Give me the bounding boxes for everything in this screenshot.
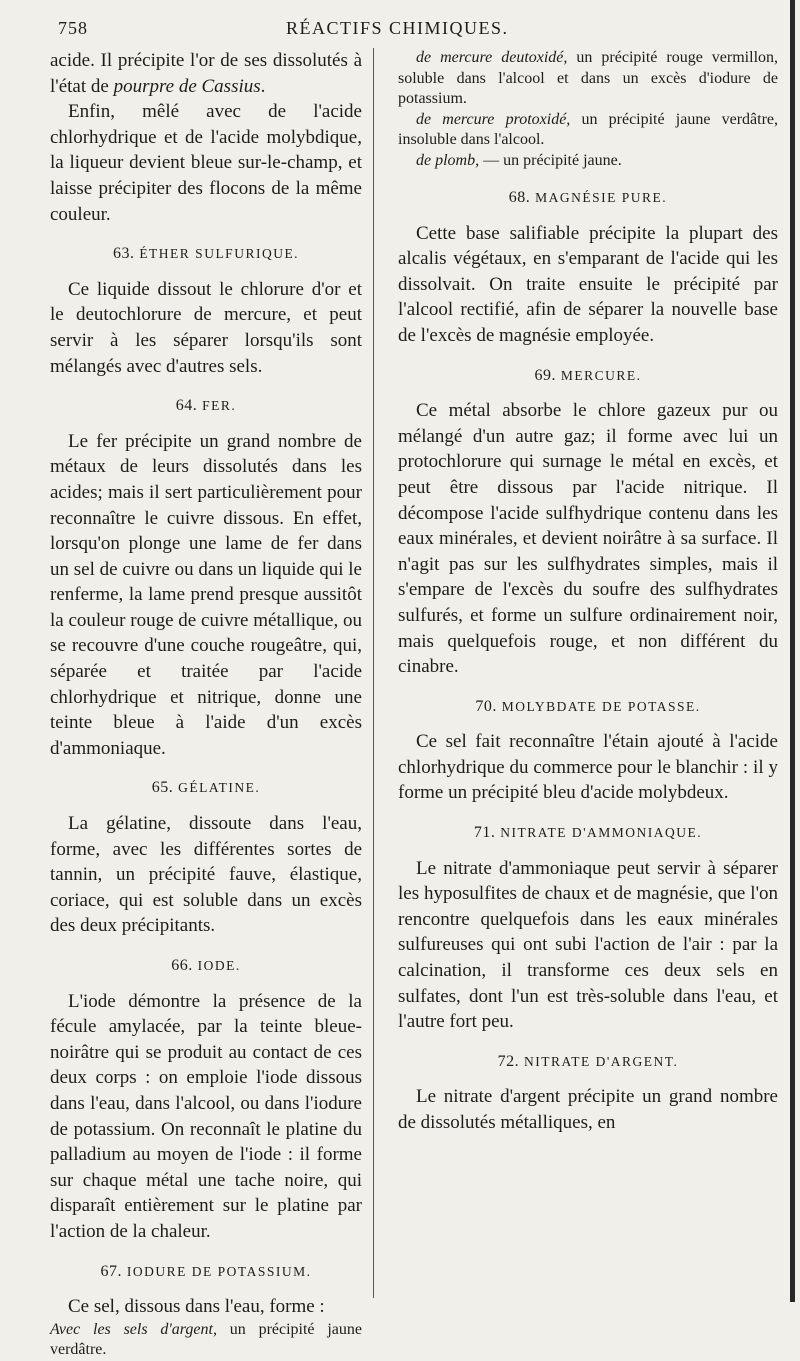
section-text: L'iode démontre la présence de la fécule amylacée, par la teinte bleue-noirâtre qui se produit au contact de ces deux corps : on emploie l'iode dissous dans l'eau, dans l'alcool, ou dans l'iodure de potassium. On reconnaît le platine du palladium au moyen de l'iode : il forme sur chaque métal une tache noire, qui disparaît entièrement sur le platine par l'action de la chaleur. [50,990,362,1242]
page-header [58,18,748,42]
intro-paragraph-2: Enfin, mêlé avec de l'acide chlorhydrique et de l'acide molybdique, la liqueur devient bleue sur-le-champ, et laisse précipiter des flocons de la même couleur. [50,101,362,225]
section-title: 66. IODE. [171,957,241,974]
section-title: 65. GÉLATINE. [151,779,261,797]
list-item: de mercure protoxidé, un précipité jaune verdâtre, insoluble dans l'alcool. [398,110,778,148]
section-text: Ce métal absorbe le chlore gazeux pur ou mélangé d'un autre gaz; il forme avec lui un protochlorure qui surnage le métal en excès, et peut être dissous par l'acide nitrique. Il décompose l'acide sulfhydrique contenu dans les eaux minérales, et devient noirâtre à sa surface. Il n'agit pas sur les sulfhydrates simples, mais il s'empare de l'excès du soufre des sulfhydrates sulfurés, et forme un sulfure ordinairement noir, mais quelquefois rouge, et non différent du cinabre. [398,400,778,678]
section-text: Le nitrate d'ammoniaque peut servir à séparer les hyposulfites de chaux et de magnésie, que l'on rencontre quelquefois dans les eaux minérales sulfureuses qui ont subi l'action de l'air : par la calcination, il transforme ces deux sels en sulfates, dont l'un est très-soluble dans l'eau, et l'autre fort peu. [398,857,778,1033]
list-item: Avec les sels d'argent, un précipité jaune verdâtre. [50,1320,362,1359]
section-64 [50,393,362,761]
section-69 [398,363,778,680]
section-title: 72. NITRATE D'ARGENT. [497,1052,679,1070]
section-63 [50,241,362,379]
section-text: Le nitrate d'argent précipite un grand nombre de dissolutés métalliques, en [398,1086,778,1133]
right-column [398,48,778,1136]
section-72 [398,1049,778,1136]
section-title: 71. NITRATE D'AMMONIAQUE. [473,824,703,842]
list-item: de plomb, — un précipité jaune. [416,151,622,169]
section-text: Ce sel fait reconnaître l'étain ajouté à l'acide chlorhydrique du commerce pour le blanchir : il y forme un précipité bleu d'acide molybdeux. [398,731,778,804]
section-text: Ce liquide dissout le chlorure d'or et le deutochlorure de mercure, et peut servir à les séparer lorsqu'ils sont mélangés avec d'autres sels. [50,278,362,377]
section-71 [398,820,778,1035]
column-divider [373,48,374,1298]
section-68 [398,185,778,349]
running-title: RÉACTIFS CHIMIQUES. [286,18,509,38]
section-70 [398,694,778,806]
section-title: 63. ÉTHER SULFURIQUE. [112,245,300,263]
section-text: Cette base salifiable précipite la plupart des alcalis végétaux, en s'emparant de l'acide qui les dissolvait. On traite ensuite le précipité par l'alcool rectifié, afin de séparer la nouvelle base de l'excès de magnésie employée. [398,222,778,346]
page-edge [790,0,795,1302]
section-text: La gélatine, dissoute dans l'eau, forme, avec les différentes sortes de tannin, un précipité fauve, élastique, coriace, qui est soluble dans un excès des deux précipitants. [50,813,362,937]
section-text: Le fer précipite un grand nombre de métaux de leurs dissolutés dans les acides; mais il sert particulièrement pour reconnaître le cuivre dissous. En effet, lorsqu'on plonge une lame de fer dans un sel de cuivre ou dans un liquide qui le renferme, la lame prend presque aussitôt la couleur rouge de cuivre métallique, ou se recouvre d'une couche rougeâtre, qui, séparée et traitée par l'acide chlorhydrique et nitrique, donne une teinte bleue à l'aide d'un excès d'ammoniaque. [50,430,362,759]
list-item: de mercure deutoxidé, un précipité rouge vermillon, soluble dans l'alcool et dans un excès d'iodure de potassium. [398,49,779,107]
left-column [50,48,362,1361]
intro-paragraph-1: acide. Il précipite l'or de ses dissolutés à l'état de pourpre de Cassius. [50,50,362,97]
section-title: 69. MERCURE. [534,366,642,384]
section-title: 67. IODURE DE POTASSIUM. [100,1262,312,1280]
section-title: 70. MOLYBDATE DE POTASSE. [475,697,701,715]
section-65 [50,775,362,939]
page-number: 758 [58,18,88,38]
section-title: 64. FER. [175,397,237,415]
section-text: Ce sel, dissous dans l'eau, forme : [68,1296,325,1318]
section-67 [50,1259,362,1361]
section-66 [50,953,362,1245]
section-title: 68. MAGNÉSIE PURE. [508,189,668,206]
